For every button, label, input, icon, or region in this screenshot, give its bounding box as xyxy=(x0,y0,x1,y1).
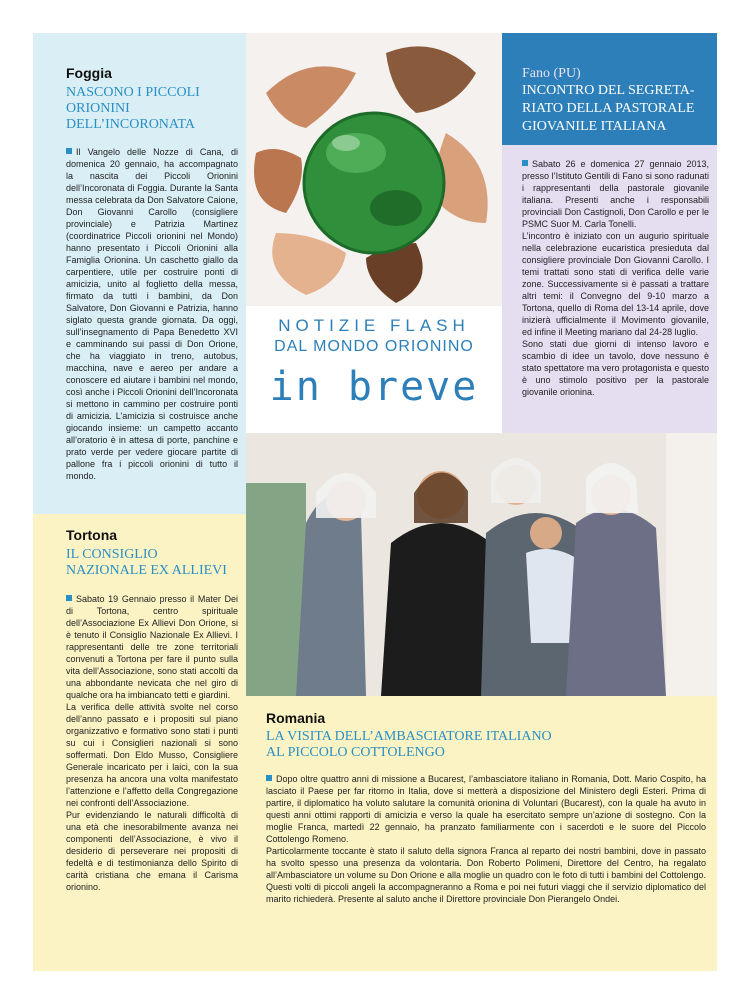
foggia-article xyxy=(33,33,246,514)
foggia-title-line: DELL’INCORONATA xyxy=(66,117,196,132)
tortona-body-2: La verifica delle attività svolte nel corso dell’anno passato e i propositi sul piano organizzativo e formativo sono stati i punti su cui i Consiglieri nazionali si sono soffermati. Don Eldo Musso, Consigliere Generale incaricato per i laici, con la sua presenza ha ancora una volta manifestato l’attenzione e l’affetto della Congregazione nei confronti dell’Associazione. xyxy=(66,702,238,808)
group-photo xyxy=(246,433,717,696)
flash-line-1: NOTIZIE FLASH xyxy=(278,316,470,335)
person-shape xyxy=(566,509,666,696)
bullet-square-icon xyxy=(266,775,272,781)
fano-title-line: RIATO DELLA PASTORALE xyxy=(522,101,695,116)
hands-globe-photo xyxy=(246,33,502,306)
romania-article xyxy=(246,696,717,971)
left-column xyxy=(33,33,246,971)
tortona-title-line: NAZIONALE EX ALLIEVI xyxy=(66,563,227,578)
tortona-body-1: Sabato 19 Gennaio presso il Mater Dei di Tortona, centro spirituale dell’Associazione Ex Allievi Don Orione, si è tenuto il Consiglio Nazionale Ex Allievi. I rappresentanti delle tre zone territoriali convenuti a Tortona per fare il punto sulla vita dell’Associazione, sono stati accolti da una abbondante nevicata che nel giro di qualche ora ha imbiancato tetti e giardini. xyxy=(66,594,238,700)
fano-article xyxy=(502,33,717,433)
foggia-title-line: NASCONO I PICCOLI xyxy=(66,85,200,100)
bullet-square-icon xyxy=(66,148,72,154)
fano-header xyxy=(502,33,717,145)
tortona-city: Tortona xyxy=(66,527,118,543)
foggia-title-line: ORIONINI xyxy=(66,101,130,116)
tortona-body-3: Pur evidenziando le naturali difficoltà di una età che inesorabilmente avanza nei componenti dell’Associazione, è vivo il desiderio di perseverare nei propositi di fedeltà e di testimonianza dello Spirito di carità cristiana che emana il Carisma orionino. xyxy=(66,810,238,892)
fano-body-3: Sono stati due giorni di intenso lavoro e scambio di idee un tavolo, dove nessuno è stato spettatore ma vero protagonista e questo è uno stimolo positivo per la pastorale giovanile orionina. xyxy=(522,339,709,397)
romania-title-line: AL PICCOLO COTTOLENGO xyxy=(266,745,445,760)
flash-header xyxy=(246,306,502,433)
person-shape xyxy=(296,495,366,696)
romania-body-1: Dopo oltre quattro anni di missione a Bucarest, l’ambasciatore italiano in Romania, Dott. Mario Cospito, ha lasciato il Paese per far ritorno in Italia, dove si metterà a disposizione del Ministero degli Esteri. Prima di partire, il diplomatico ha voluto salutare la comunità orionina di Voluntari (Bucarest), con la quale ha avuto in questi anni ottimi rapporti di amicizia e verso la quale ha esercitato sempre un’azione di sostegno. Con la moglie Franca, martedì 22 gennaio, ha pranzato familiarmente con i sacerdoti e le suore del Piccolo Cottolengo Romeno. xyxy=(266,774,706,844)
bullet-square-icon xyxy=(522,160,528,166)
tortona-title-line: IL CONSIGLIO xyxy=(66,547,158,562)
romania-body-2: Particolarmente toccante è stato il saluto della signora Franca al reparto dei nostri bambini, dove in passato ha svolto spesso una presenza da volontaria. Don Roberto Polimeni, Direttore del Centro, ha regalato all’Ambasciatore un volume su Don Orione e alla moglie un quadro con le foto di tutti i bambini del Cottolengo. Questi volti di piccoli angeli la accompagneranno a Roma e poi nei futuri viaggi che il servizio diplomatico del marito richiederà. Presente al saluto anche il Direttore provinciale Don Pierangelo Ondei. xyxy=(266,846,706,904)
fano-title-line: INCONTRO DEL SEGRETA- xyxy=(522,83,695,98)
flash-line-3: in breve xyxy=(269,364,479,410)
romania-city: Romania xyxy=(266,710,326,726)
tortona-article xyxy=(33,514,246,971)
fano-city: Fano (PU) xyxy=(522,66,581,81)
foggia-body: Il Vangelo delle Nozze di Cana, di domenica 20 gennaio, ha accompagnato la nascita dei Piccoli Orionini dell’Incoronata di Foggia. Durante la Santa messa celebrata da Don Salvatore Caione, Don Giovanni Carollo (consigliere provinciale) e Patrizia Martinez (coordinatrice Piccoli orionini nel Mondo) hanno presentato i Piccoli Orionini alla Famiglia Orionina. Un caschetto giallo da carpentiere, utile per costruire ponti di amicizia, unito al foglietto della messa, firmato da tutti i bambini, da Don Salvatore, Don Giovanni e Patrizia, hanno siglato questa grande giornata. Da oggi, sull’insegnamento di Papa Benedetto XVI e camminando sui passi di Don Orione, che ha viaggiato in treno, autobus, macchina, nave e aereo per andare a conoscere ed aiutare i bambini nel mondo, così anche i Piccoli Orionini dell’Incoronata si mettono in cammino per costruire ponti di amicizia. L’amicizia si costruisce anche giocando insieme: un campetto accanto all’oratorio è in attesa di porte, panchine e prato verde per vedere giocare partite di pallone fra i piccoli orionini di tutto il mondo. xyxy=(66,147,238,481)
hands-globe-illustration xyxy=(246,33,502,306)
foggia-city: Foggia xyxy=(66,65,112,81)
group-photo-illustration xyxy=(246,433,717,696)
romania-title-line: LA VISITA DELL’AMBASCIATORE ITALIANO xyxy=(266,729,552,744)
bullet-square-icon xyxy=(66,595,72,601)
fano-title-line: GIOVANILE ITALIANA xyxy=(522,119,667,134)
fano-body-1: Sabato 26 e domenica 27 gennaio 2013, presso l’Istituto Gentili di Fano si sono radunati i rappresentanti della pastorale giovanile italiana. Presenti anche i responsabili provinciali Don Castignoli, Don Carollo e per le PSMC Suor M. Carla Tonelli. xyxy=(522,159,709,229)
fano-body-2: L’incontro è iniziato con un augurio spirituale nella celebrazione eucaristica presieduta dal consigliere provinciale Don Giovanni Carollo. I temi trattati sono stati di verifica delle varie zone. Successivamente si è passati a trattare altri temi: il Convegno del 9-10 marzo a Tortona, quello di Roma del 13-14 aprile, dove inizierà ufficialmente il Movimento giovanile, ed infine il Meeting mariano dal 24-28 luglio. xyxy=(522,231,709,337)
flash-line-2: DAL MONDO ORIONINO xyxy=(274,338,474,355)
